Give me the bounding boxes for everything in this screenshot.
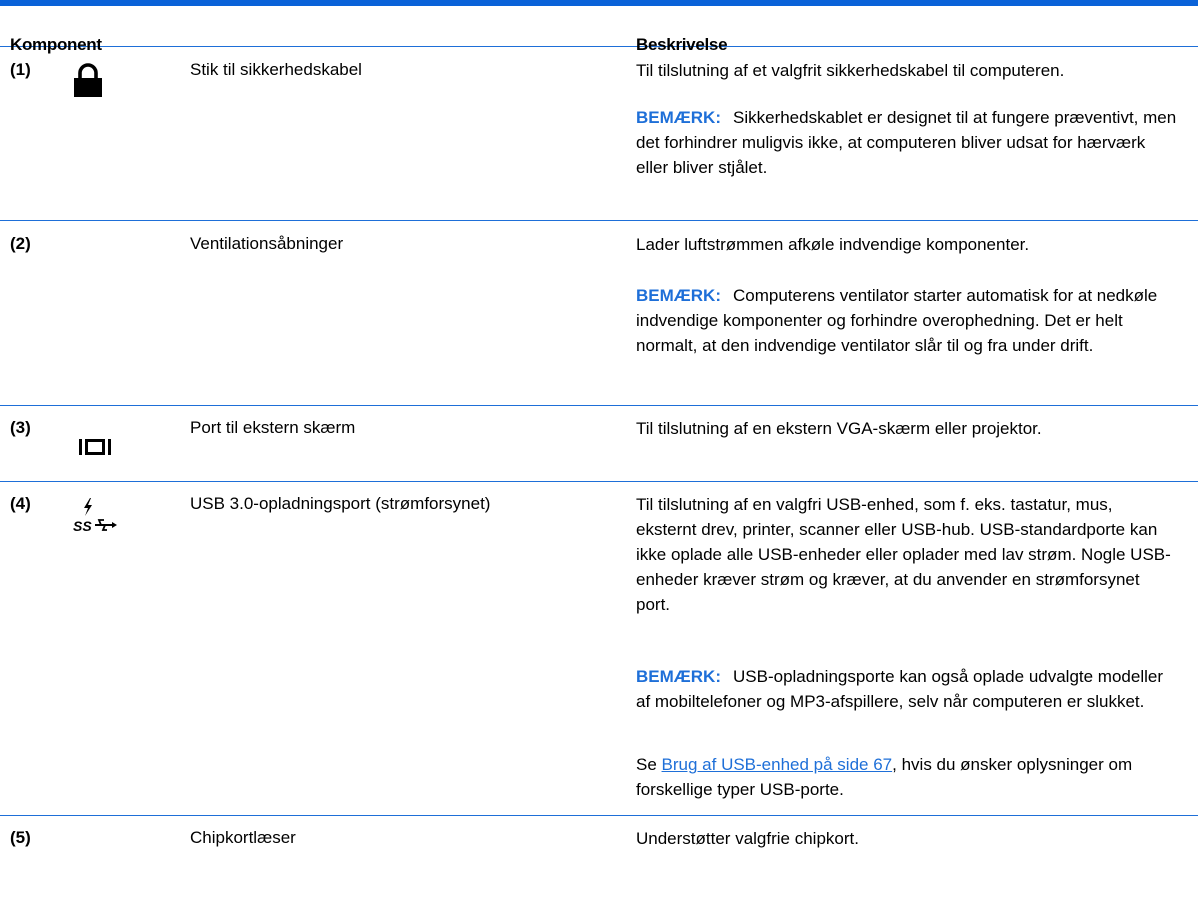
usb-device-page-link[interactable]: Brug af USB-enhed på side 67 <box>661 755 893 774</box>
component-description: Til tilslutning af en ekstern VGA-skærm eller projektor. <box>636 419 1042 438</box>
component-name: Ventilationsåbninger <box>190 234 344 253</box>
header-description: Beskrivelse <box>636 35 728 54</box>
table-header <box>0 6 1198 54</box>
row-number: (1) <box>10 60 31 79</box>
note-block <box>636 283 1181 358</box>
reference-prefix: Se <box>636 755 657 774</box>
note-block <box>636 105 1181 180</box>
component-name: USB 3.0-opladningsport (strømforsynet) <box>190 494 491 513</box>
usb-3-charging-icon <box>72 496 122 543</box>
note-text: USB-opladningsporte kan også oplade udvalgte modeller af mobiltelefoner og MP3-afspillere, selv når computeren er slukket. <box>636 667 1164 711</box>
note-label: BEMÆRK: <box>636 108 721 127</box>
table-row <box>0 482 1198 816</box>
component-name: Chipkortlæser <box>190 828 296 847</box>
note-label: BEMÆRK: <box>636 667 721 686</box>
lock-icon <box>74 63 102 102</box>
note-label: BEMÆRK: <box>636 286 721 305</box>
note-text: Computerens ventilator starter automatisk for at nedkøle indvendige komponenter og forhindre overophedning. Det er helt normalt, at den indvendige ventilator slår til og fra under drift. <box>636 286 1158 355</box>
table-row <box>0 221 1198 406</box>
external-monitor-icon <box>78 438 112 461</box>
row-number: (4) <box>10 494 31 513</box>
row-number: (2) <box>10 234 31 253</box>
row-number: (3) <box>10 418 31 437</box>
header-component: Komponent <box>10 35 102 54</box>
reference-suffix: , hvis du ønsker oplysninger om forskellige typer USB-porte. <box>636 755 1133 799</box>
row-number: (5) <box>10 828 31 847</box>
table-row <box>0 816 1198 898</box>
component-description: Til tilslutning af et valgfrit sikkerhedskabel til computeren. <box>636 61 1065 80</box>
usb-ss-label: SS <box>73 518 92 534</box>
note-text: Sikkerhedskablet er designet til at fungere præventivt, men det forhindrer muligvis ikke, at computeren bliver udsat for hærværk eller bliver stjålet. <box>636 108 1177 177</box>
component-name: Port til ekstern skærm <box>190 418 356 437</box>
reference-block <box>636 752 1181 802</box>
component-description: Understøtter valgfrie chipkort. <box>636 829 859 848</box>
table-row <box>0 406 1198 482</box>
component-description: Lader luftstrømmen afkøle indvendige komponenter. <box>636 235 1030 254</box>
component-description: Til tilslutning af en valgfri USB-enhed, som f. eks. tastatur, mus, eksternt drev, printer, scanner eller USB-hub. USB-standardporte kan ikke oplade alle USB-enheder eller oplader med lav strøm. Nogle USB-enheder kræver strøm og kræver, at du anvender en strømforsynet port. <box>636 495 1171 614</box>
note-block <box>636 664 1181 714</box>
component-name: Stik til sikkerhedskabel <box>190 60 362 79</box>
table-row <box>0 47 1198 221</box>
